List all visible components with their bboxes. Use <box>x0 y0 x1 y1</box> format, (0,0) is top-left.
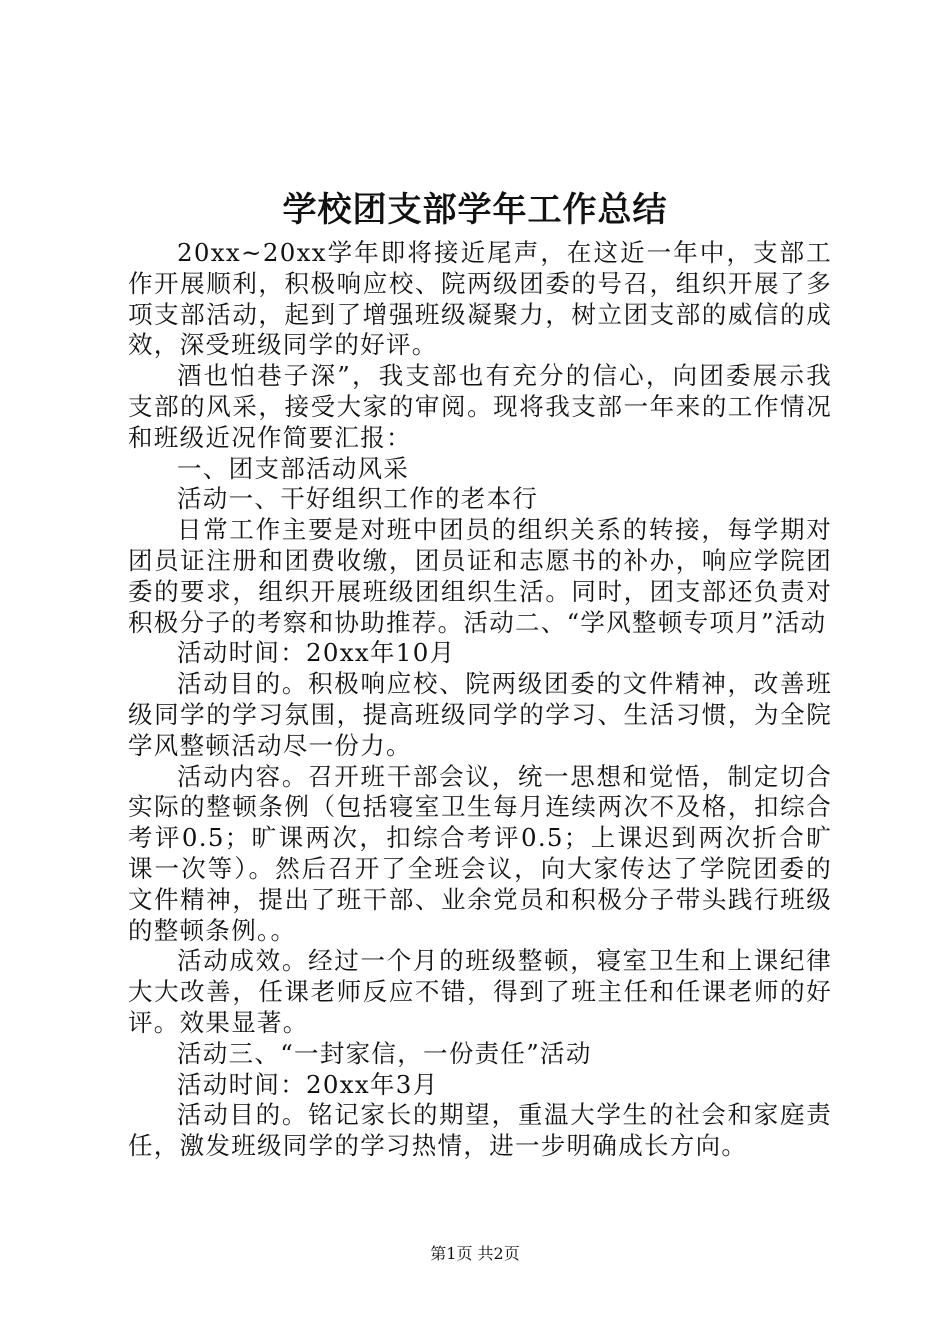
paragraph: 活动目的。积极响应校、院两级团委的文件精神，改善班级同学的学习氛围，提高班级同学的学习、生活习惯，为全院学风整顿活动尽一份力。 <box>128 669 832 760</box>
page-number-footer: 第1页 共2页 <box>430 1244 520 1263</box>
activity-time: 活动时间：20xx年3月 <box>177 1069 439 1099</box>
activity-heading: 活动一、干好组织工作的老本行 <box>177 484 539 514</box>
paragraph: 活动内容。召开班干部会议，统一思想和觉悟，制定切合实际的整顿条例（包括寝室卫生每月连续两次不及格，扣综合考评0.5；旷课两次，扣综合考评0.5；上课迟到两次折合旷课一次等）。然后召开了全班会议，向大家传达了学院团委的文件精神，提出了班干部、业余党员和积极分子带头践行班级的整顿条例。。 <box>128 761 832 945</box>
document-title: 学校团支部学年工作总结 <box>282 190 668 230</box>
paragraph: 酒也怕巷子深”，我支部也有充分的信心，向团委展示我支部的风采，接受大家的审阅。现将我支部一年来的工作情况和班级近况作简要汇报： <box>128 361 832 452</box>
paragraph: 日常工作主要是对班中团员的组织关系的转接，每学期对团员证注册和团费收缴，团员证和志愿书的补办，响应学院团委的要求，组织开展班级团组织生活。同时，团支部还负责对积极分子的考察和协助推荐。活动二、“学风整顿专项月”活动 <box>128 515 832 637</box>
document-body <box>128 238 832 1162</box>
paragraph: 活动目的。铭记家长的期望，重温大学生的社会和家庭责任，激发班级同学的学习热情，进一步明确成长方向。 <box>128 1100 832 1161</box>
activity-heading: 活动三、“一封家信，一份责任”活动 <box>177 1038 592 1068</box>
paragraph: 活动成效。经过一个月的班级整顿，寝室卫生和上课纪律大大改善，任课老师反应不错，得到了班主任和任课老师的好评。效果显著。 <box>128 946 832 1037</box>
section-heading: 一、团支部活动风采 <box>177 453 410 483</box>
paragraph: 20xx~20xx学年即将接近尾声，在这近一年中，支部工作开展顺利，积极响应校、院两级团委的号召，组织开展了多项支部活动，起到了增强班级凝聚力，树立团支部的威信的成效，深受班级同学的好评。 <box>128 238 832 360</box>
activity-time: 活动时间：20xx年10月 <box>177 638 456 668</box>
